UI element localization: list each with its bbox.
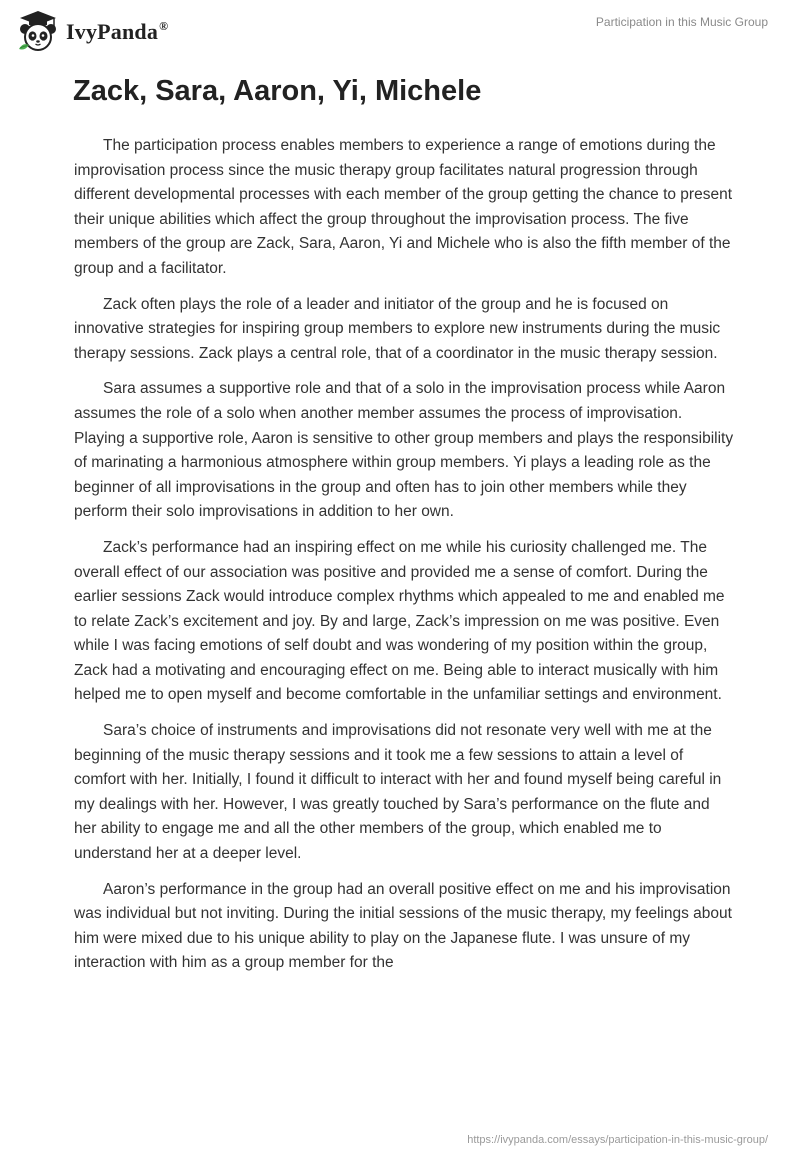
paragraph-2: Zack often plays the role of a leader and initiator of the group and he is focused on innovative strategies for inspiring group members to explore new instruments during the music therapy sessions. Zack plays a central role, that of a coordinator in the music therapy session. — [74, 295, 721, 362]
paragraph-6: Aaron’s performance in the group had an overall positive effect on me and his improvisation was individual but not inviting. During the initial sessions of the music therapy, my feelings about him were mixed due to his unique ability to play on the Japanese flute. I was unsure of my interaction with him as a group member for the — [74, 880, 732, 972]
paragraph-4: Zack’s performance had an inspiring effect on me while his curiosity challenged me. The overall effect of our association was positive and provided me a sense of comfort. During the earlier sessions Zack would introduce complex rhythms which appealed to me and enabled me to relate Zack’s excitement and joy. By and large, Zack’s impression on me was positive. Even while I was facing emotions of self doubt and was wondering of my position within the group, Zack had a motivating and encouraging effect on me. Being able to interact musically with him helped me to open myself and become comfortable in the unfamiliar settings and environment. — [74, 538, 725, 704]
header-page-label: Participation in this Music Group — [595, 15, 768, 29]
logo-wordmark — [66, 19, 168, 45]
page-title: Zack, Sara, Aaron, Yi, Michele — [73, 75, 482, 107]
footer-source-url[interactable]: https://ivypanda.com/essays/participation-in-this-music-group/ — [467, 1134, 768, 1146]
ivypanda-logo[interactable] — [16, 9, 168, 53]
panda-mascot-icon — [16, 9, 60, 53]
article-body — [74, 134, 734, 987]
paragraph-1: The participation process enables members to experience a range of emotions during the improvisation process since the music therapy group facilitates natural progression through different developmental processes with each member of the group getting the chance to present their unique abilities which affect the group throughout the improvisation process. The five members of the group are Zack, Sara, Aaron, Yi and Michele who is also the fifth member of the group and a facilitator. — [74, 137, 733, 277]
paragraph-5: Sara’s choice of instruments and improvisations did not resonate very well with me at the beginning of the music therapy sessions and it took me a few sessions to attain a level of comfort with her. Initially, I found it difficult to interact with her and found myself being careful in my dealings with her. However, I was greatly touched by Sara’s performance on the flute and her ability to engage me and all the other members of the group, which enabled me to understand her at a deeper level. — [74, 722, 722, 863]
logo-registered-mark: ® — [159, 19, 169, 33]
logo-text: IvyPanda — [66, 19, 159, 44]
paragraph-3: Sara assumes a supportive role and that of a solo in the improvisation process while Aaron assumes the role of a solo when another member assumes the process of improvisation. Playing a supportive role, Aaron is sensitive to other group members and plays the responsibility of marinating a harmonious atmosphere within group members. Yi plays a leading role as the beginner of all improvisations in the group and often has to join other members while they perform their solo improvisations in addition to her own. — [74, 380, 734, 521]
page-header — [0, 0, 800, 60]
